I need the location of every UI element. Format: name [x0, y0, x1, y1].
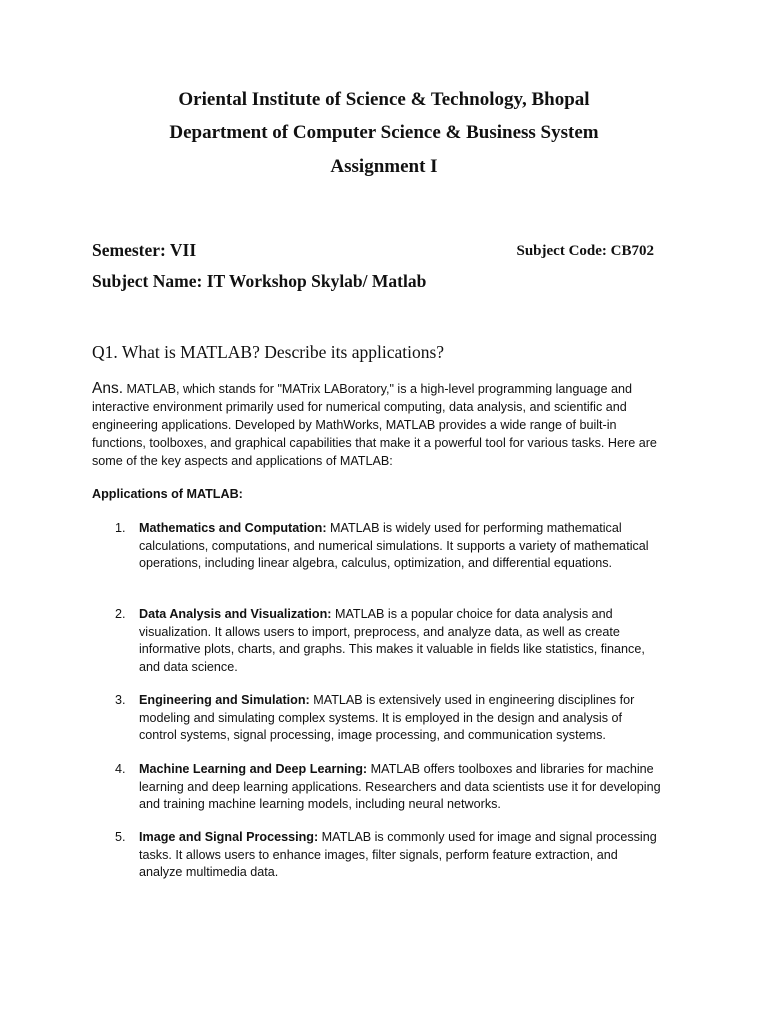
semester-label: Semester: VII: [92, 240, 197, 260]
list-item-text: MATLAB is a popular choice for data analysis and visualization. It allows users to import, preprocess, and analyze data, as well as create informative plots, charts, and graphs. This makes it valuable in fields like statistics, finance, and data science.: [139, 607, 645, 674]
applications-heading: Applications of MATLAB:: [92, 487, 243, 501]
list-item: [115, 692, 663, 745]
list-item: [115, 761, 663, 814]
institute-title: Oriental Institute of Science & Technology, Bhopal: [178, 89, 590, 110]
answer-label: Ans.: [92, 380, 124, 397]
list-item-title: Machine Learning and Deep Learning:: [139, 762, 368, 776]
list-item-number: 4.: [115, 762, 126, 776]
list-item-text: MATLAB offers toolboxes and libraries for machine learning and deep learning applications. Researchers and data scientists use it for developing and training machine learning models, including neural networks.: [139, 762, 661, 812]
list-item: [115, 520, 663, 573]
list-item-number: 1.: [115, 521, 126, 535]
list-item-number: 5.: [115, 830, 126, 844]
department-title: Department of Computer Science & Business System: [169, 122, 599, 143]
answer-paragraph: [92, 380, 672, 470]
list-item-title: Image and Signal Processing:: [139, 830, 319, 844]
subject-name-label: Subject Name: IT Workshop Skylab/ Matlab: [92, 271, 427, 291]
list-item-text: MATLAB is widely used for performing mathematical calculations, computations, and numerical simulations. It supports a variety of mathematical operations, including linear algebra, calculus, optimization, and differential equations.: [139, 521, 649, 571]
list-item-text: MATLAB is extensively used in engineering disciplines for modeling and simulating complex systems. It is employed in the design and analysis of control systems, signal processing, image processing, and communication systems.: [139, 693, 635, 743]
subject-code-label: Subject Code: CB702: [516, 243, 654, 259]
assignment-title: Assignment I: [330, 156, 438, 177]
list-item: [115, 606, 663, 676]
list-item-title: Data Analysis and Visualization:: [139, 607, 332, 621]
list-item-text: MATLAB is commonly used for image and signal processing tasks. It allows users to enhance images, filter signals, perform feature extraction, and analyze multimedia data.: [139, 830, 657, 880]
question-heading: Q1. What is MATLAB? Describe its applications?: [92, 342, 445, 362]
list-item-number: 2.: [115, 607, 126, 621]
answer-body: MATLAB, which stands for "MATrix LABoratory," is a high-level programming language and interactive environment primarily used for numerical computing, data analysis, and scientific and engineering applications. Developed by MathWorks, MATLAB provides a wide range of built-in functions, toolboxes, and graphical capabilities that make it a powerful tool for various tasks. Here are some of the key aspects and applications of MATLAB:: [92, 382, 657, 468]
list-item-title: Engineering and Simulation:: [139, 693, 310, 707]
list-item: [115, 829, 663, 882]
list-item-title: Mathematics and Computation:: [139, 521, 327, 535]
list-item-number: 3.: [115, 693, 126, 707]
